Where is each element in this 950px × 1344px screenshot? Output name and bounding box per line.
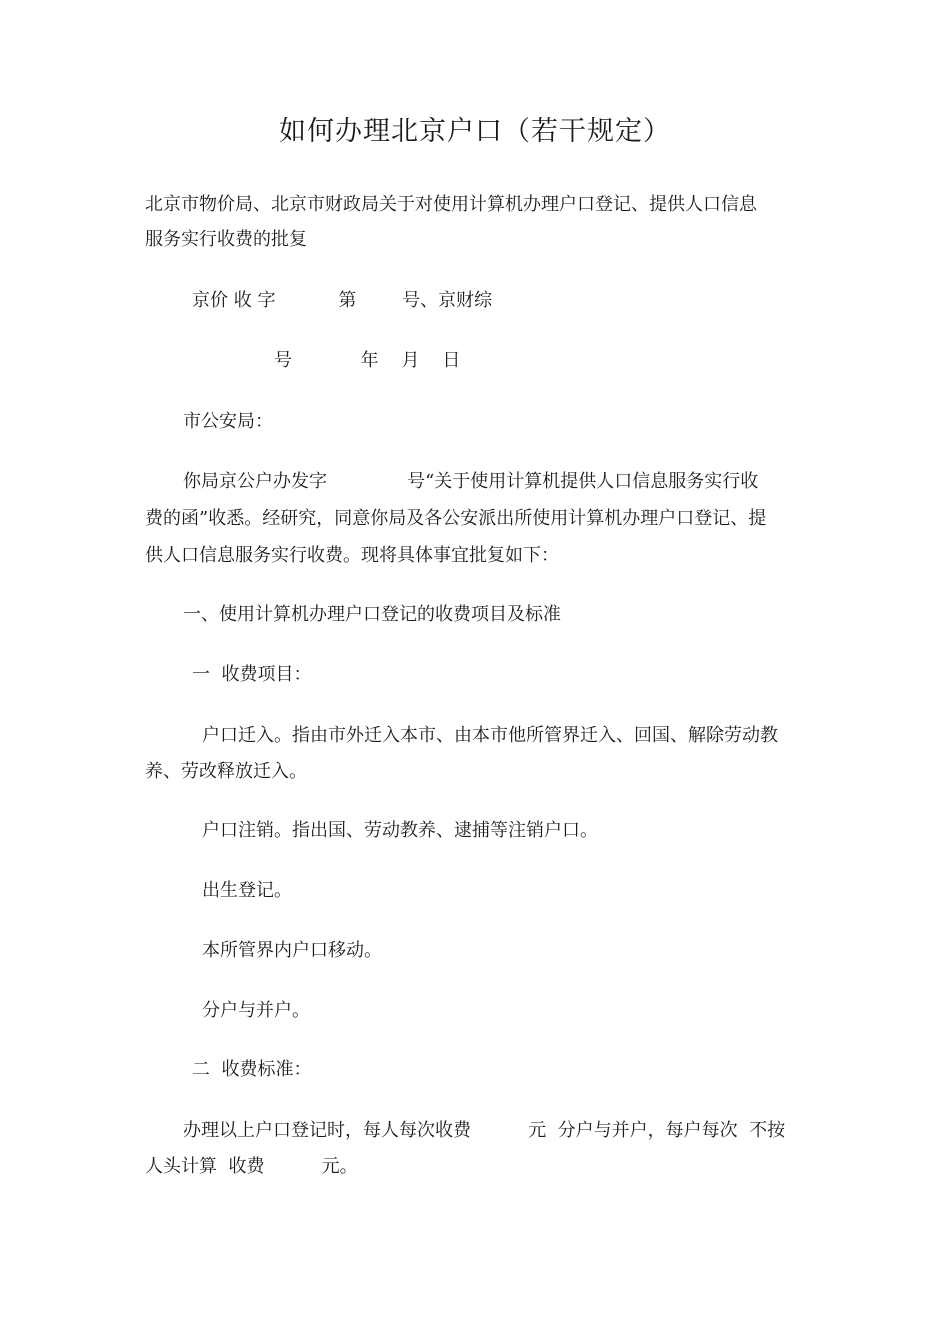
item-2: 户口注销。指出国、劳动教养、逮捕等注销户口。: [202, 820, 598, 841]
item-3: 出生登记。: [202, 880, 292, 901]
item-5: 分户与并户。: [202, 1000, 310, 1021]
intro-line-3: 供人口信息服务实行收费。现将具体事宜批复如下：: [145, 545, 559, 566]
subtitle-line-1: 北京市物价局、北京市财政局关于对使用计算机办理户口登记、提供人口信息: [145, 194, 757, 215]
sub-2-heading: 二 收费标准：: [192, 1059, 312, 1080]
fee-line-2: 人头计算 收费 元。: [145, 1156, 358, 1177]
document-title: 如何办理北京户口（若干规定）: [279, 116, 671, 147]
item-4: 本所管界内户口移动。: [202, 940, 382, 961]
item-1-line-1: 户口迁入。指由市外迁入本市、由本市他所管界迁入、回国、解除劳动教: [202, 725, 778, 746]
intro-line-2: 费的函”收悉。经研究，同意你局及各公安派出所使用计算机办理户口登记、提: [145, 508, 767, 529]
section-1-heading: 一、使用计算机办理户口登记的收费项目及标准: [183, 604, 561, 625]
doc-number-line-2: 号 年 月 日: [274, 350, 461, 371]
item-1-line-2: 养、劳改释放迁入。: [145, 761, 307, 782]
doc-number-line-1: 京价 收 字 第 号、京财综: [192, 290, 493, 311]
addressee: 市公安局：: [183, 411, 273, 432]
subtitle-line-2: 服务实行收费的批复: [145, 229, 307, 250]
intro-line-1: 你局京公户办发字 号“关于使用计算机提供人口信息服务实行收: [183, 471, 759, 492]
sub-1-heading: 一 收费项目：: [192, 664, 312, 685]
fee-line-1: 办理以上户口登记时，每人每次收费 元 分户与并户，每户每次 不按: [183, 1120, 786, 1141]
